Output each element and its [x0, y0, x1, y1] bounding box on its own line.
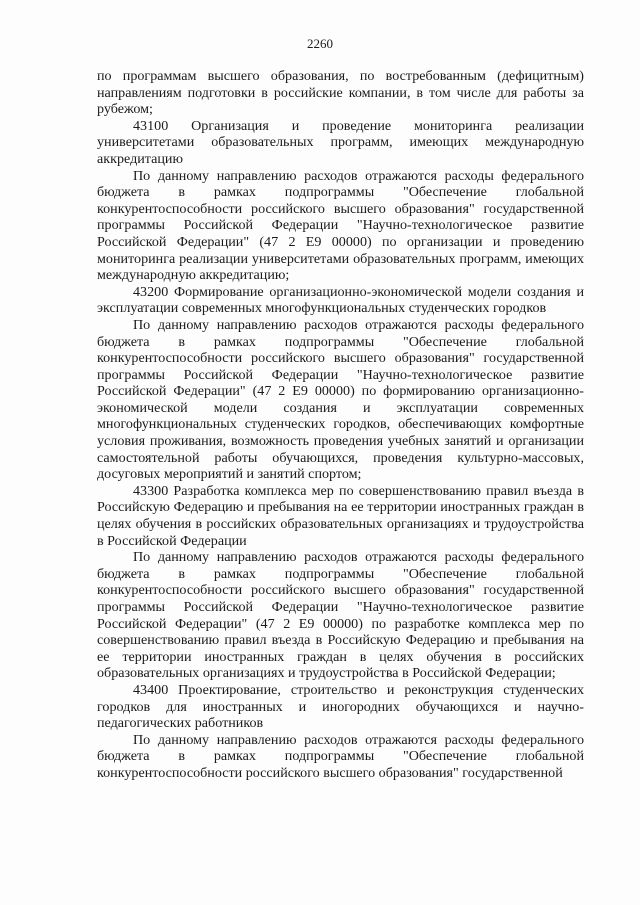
paragraph-description-43300: По данному направлению расходов отражаются расходы федерального бюджета в рамках подпрограммы "Обеспечение глобальной конкурентоспособности российского высшего образования" государственной программы Российской Федерации "Научно-технологическое развитие Российской Федерации" (47 2 Е9 00000) по разработке комплекса мер по совершенствованию правил въезда в Российскую Федерацию и пребывания на ее территории иностранных граждан в целях обучения в российских образовательных организациях и трудоустройства в Российской Федерации; — [97, 549, 584, 682]
paragraph-heading-43300: 43300 Разработка комплекса мер по совершенствованию правил въезда в Российскую Федерацию и пребывания на ее территории иностранных граждан в целях обучения в российских образовательных организациях и трудоустройства в Российской Федерации — [97, 482, 584, 549]
page-number: 2260 — [307, 36, 333, 51]
paragraph-description-43200: По данному направлению расходов отражаются расходы федерального бюджета в рамках подпрограммы "Обеспечение глобальной конкурентоспособности российского высшего образования" государственной программы Российской Федерации "Научно-технологическое развитие Российской Федерации" (47 2 Е9 00000) по формированию организационно-экономической модели создания и эксплуатации современных многофункциональных студенческих городков, обеспечивающих комфортные условия проживания, возможность проведения учебных занятий и организации самостоятельной работы обучающихся, проведения культурно-массовых, досуговых мероприятий и занятий спортом; — [97, 316, 584, 483]
paragraph-heading-43200: 43200 Формирование организационно-экономической модели создания и эксплуатации современных многофункциональных студенческих городков — [97, 283, 584, 317]
document-body — [97, 68, 584, 782]
paragraph-heading-43100: 43100 Организация и проведение мониторинга реализации университетами образовательных программ, имеющих международную аккредитацию — [97, 117, 584, 167]
paragraph-continuation: по программам высшего образования, по востребованным (дефицитным) направлениям подготовки в российские компании, в том числе для работы за рубежом; — [97, 68, 584, 118]
paragraph-description-43100: По данному направлению расходов отражаются расходы федерального бюджета в рамках подпрограммы "Обеспечение глобальной конкурентоспособности российского высшего образования" государственной программы Российской Федерации "Научно-технологическое развитие Российской Федерации" (47 2 Е9 00000) по организации и проведению мониторинга реализации университетами образовательных программ, имеющих международную аккредитацию; — [97, 167, 584, 284]
paragraph-heading-43400: 43400 Проектирование, строительство и реконструкция студенческих городков для иностранных и иногородних обучающихся и научно-педагогических работников — [97, 681, 584, 732]
paragraph-description-43400: По данному направлению расходов отражаются расходы федерального бюджета в рамках подпрограммы "Обеспечение глобальной конкурентоспособности российского высшего образования" государственной — [97, 731, 584, 781]
